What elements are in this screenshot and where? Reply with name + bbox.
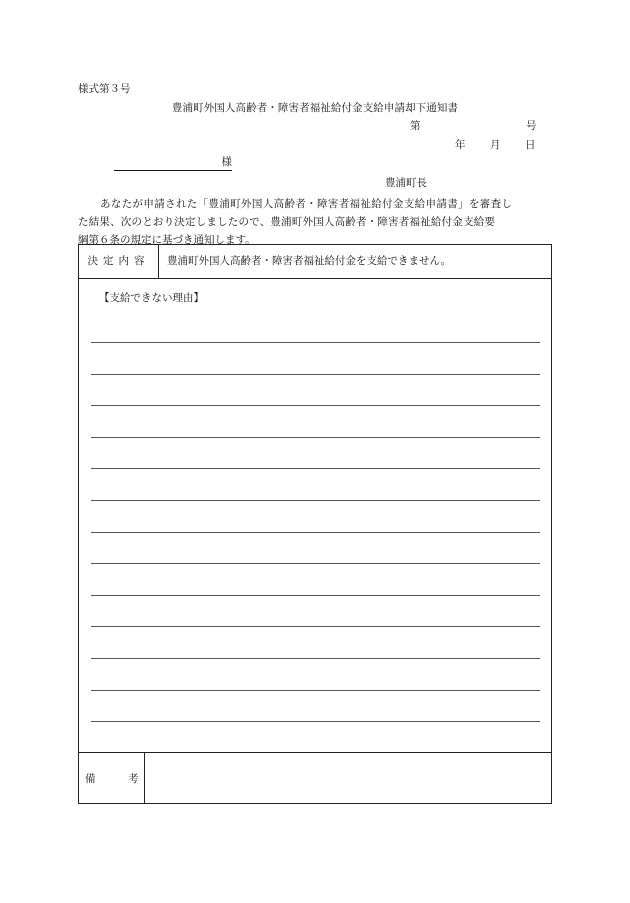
addressee-line [114, 157, 232, 171]
reason-section [79, 278, 551, 752]
date-year-label: 年 [455, 139, 466, 151]
reason-blank-line[interactable] [91, 626, 540, 627]
number-prefix: 第 [410, 120, 421, 132]
reason-blank-line[interactable] [91, 500, 540, 501]
decision-row [79, 245, 551, 279]
reason-blank-line[interactable] [91, 405, 540, 406]
remarks-label [79, 753, 145, 804]
reason-blank-line[interactable] [91, 342, 540, 343]
notice-body-line-2: た結果、次のとおり決定しましたので、豊浦町外国人高齢者・障害者福祉給付金支給要 [78, 216, 496, 228]
number-suffix: 号 [526, 120, 537, 132]
remarks-label-char-2: 考 [128, 773, 139, 785]
decision-table [78, 244, 552, 804]
reason-blank-line[interactable] [91, 563, 540, 564]
reason-blank-line[interactable] [91, 532, 540, 533]
decision-value: 豊浦町外国人高齢者・障害者福祉給付金を支給できません。 [167, 255, 452, 267]
remarks-row [79, 752, 551, 804]
notice-body-line-1: あなたが申請された「豊浦町外国人高齢者・障害者福祉給付金支給申請書」を審査し [100, 198, 513, 210]
form-number: 様式第３号 [78, 83, 131, 95]
reason-blank-line[interactable] [91, 658, 540, 659]
remarks-label-char-1: 備 [85, 773, 96, 785]
remarks-field[interactable] [145, 753, 551, 804]
decision-label: 決定内容 [79, 245, 159, 278]
reason-heading: 【支給できない理由】 [99, 292, 204, 304]
reason-blank-line[interactable] [91, 595, 540, 596]
date-month-label: 月 [490, 139, 501, 151]
notice-body [78, 195, 554, 249]
document-title: 豊浦町外国人高齢者・障害者福祉給付金支給申請却下通知書 [171, 102, 459, 114]
reason-blank-line[interactable] [91, 437, 540, 438]
reason-blank-line[interactable] [91, 721, 540, 722]
issuer-name: 豊浦町長 [385, 177, 427, 189]
reason-blank-line[interactable] [91, 374, 540, 375]
addressee-honorific: 様 [221, 156, 232, 168]
notice-body-line-3: 綱第６条の規定に基づき通知します。 [78, 234, 256, 246]
reason-blank-line[interactable] [91, 468, 540, 469]
date-day-label: 日 [525, 139, 536, 151]
reason-blank-line[interactable] [91, 690, 540, 691]
